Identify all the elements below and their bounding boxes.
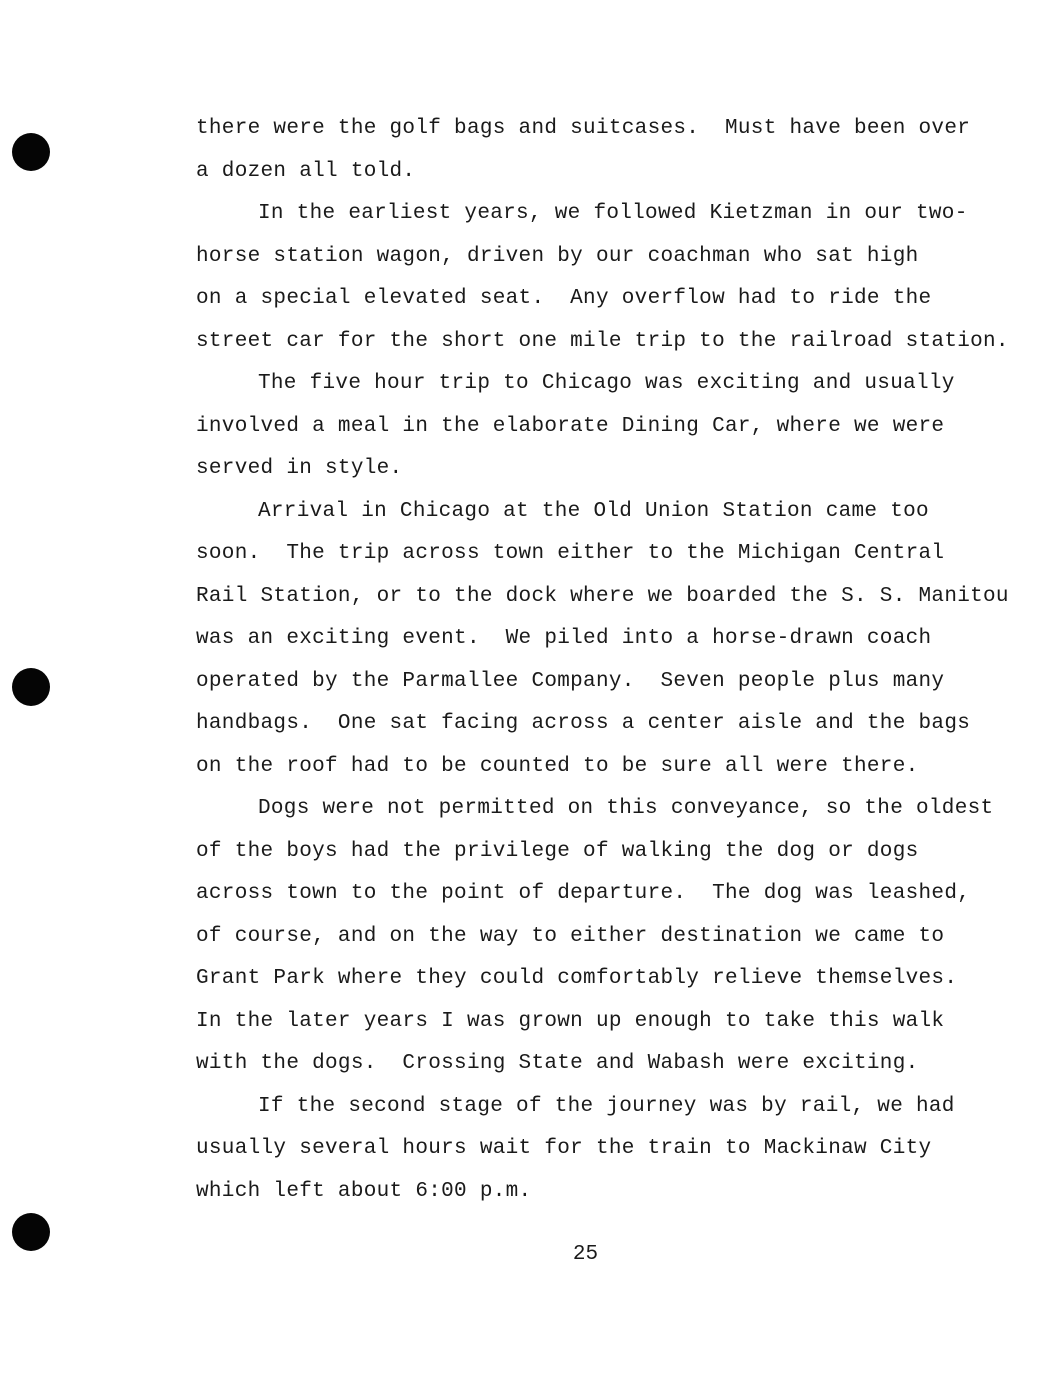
text-line: on a special elevated seat. Any overflow had to ride the [196, 287, 932, 310]
text-line: Dogs were not permitted on this conveyance, so the oldest [258, 797, 994, 820]
text-line: In the earliest years, we followed Kietzman in our two- [258, 202, 968, 225]
text-line: served in style. [196, 457, 403, 480]
text-line: was an exciting event. We piled into a horse-drawn coach [196, 627, 932, 650]
text-line: Arrival in Chicago at the Old Union Station came too [258, 499, 929, 523]
text-line: operated by the Parmallee Company. Seven people plus many [196, 669, 945, 693]
text-line: with the dogs. Crossing State and Wabash were exciting. [196, 1052, 919, 1075]
body-text [196, 108, 1016, 1213]
text-line: The five hour trip to Chicago was exciting and usually [258, 372, 955, 395]
text-line: usually several hours wait for the train to Mackinaw City [196, 1137, 932, 1160]
text-line: which left about 6:00 p.m. [196, 1179, 532, 1203]
text-line: In the later years I was grown up enough to take this walk [196, 1009, 945, 1033]
text-line: street car for the short one mile trip to the railroad station. [196, 329, 1009, 353]
text-line: across town to the point of departure. The dog was leashed, [196, 882, 971, 905]
text-line: handbags. One sat facing across a center aisle and the bags [196, 712, 971, 735]
binder-hole [12, 668, 50, 706]
text-line: of the boys had the privilege of walking the dog or dogs [196, 839, 919, 863]
page-number: 25 [572, 1243, 599, 1266]
text-line: If the second stage of the journey was by rail, we had [258, 1094, 955, 1118]
text-line: horse station wagon, driven by our coachman who sat high [196, 244, 919, 268]
text-line: on the roof had to be counted to be sure all were there. [196, 754, 919, 778]
binder-hole [12, 133, 50, 171]
text-line: there were the golf bags and suitcases. Must have been over [196, 117, 971, 140]
text-line: of course, and on the way to either destination we came to [196, 924, 945, 948]
text-line: soon. The trip across town either to the Michigan Central [196, 542, 945, 565]
text-line: Rail Station, or to the dock where we boarded the S. S. Manitou [196, 584, 1009, 608]
text-line: Grant Park where they could comfortably relieve themselves. [196, 967, 958, 990]
text-line: a dozen all told. [196, 159, 416, 183]
text-line: involved a meal in the elaborate Dining Car, where we were [196, 414, 945, 438]
